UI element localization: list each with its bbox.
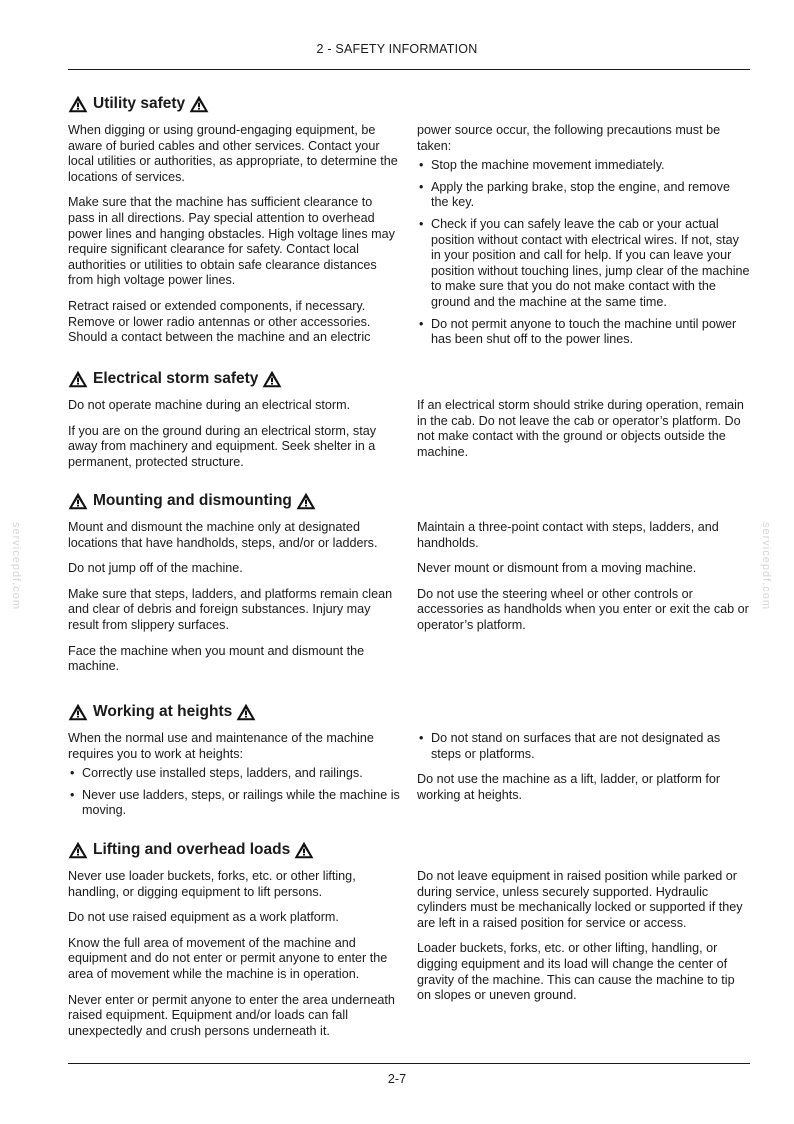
page-header: 2 - SAFETY INFORMATION <box>316 42 478 56</box>
warning-triangle-icon <box>68 370 88 388</box>
warning-triangle-icon <box>189 95 209 113</box>
section-utility-safety <box>68 93 750 354</box>
section-title <box>68 490 750 512</box>
left-column <box>68 520 401 685</box>
paragraph: Do not jump off of the machine. <box>68 561 243 576</box>
paragraph: Maintain a three-point contact with steps, ladders, and handholds. <box>417 520 719 550</box>
section-title-text: Electrical storm safety <box>93 370 259 387</box>
bullet-list <box>417 158 750 348</box>
warning-triangle-icon <box>68 492 88 510</box>
page-number: 2-7 <box>387 1072 407 1086</box>
section-title-text: Utility safety <box>93 95 186 112</box>
section-title <box>68 701 750 723</box>
section-title <box>68 839 750 861</box>
section-mounting-dismounting <box>68 490 750 685</box>
paragraph: Face the machine when you mount and dismount the machine. <box>68 643 365 674</box>
right-column <box>417 731 750 825</box>
paragraph: Never use loader buckets, forks, etc. or other lifting, handling, or digging equipment to lift persons. <box>68 869 356 899</box>
section-title <box>68 368 750 390</box>
warning-triangle-icon <box>294 841 314 859</box>
left-column <box>68 869 401 1039</box>
list-item: • Check if you can safely leave the cab or your actual position without contact with electrical wires. If not, stay in your position and call for help. If you can leave your position without touching lines, jump clear of the machine to make sure that you do not make contact with the ground and the machine at the same time. <box>417 217 750 311</box>
footer-rule <box>68 1063 750 1064</box>
left-column <box>68 731 401 825</box>
paragraph: Never enter or permit anyone to enter the area underneath raised equipment. Equipment and/or loads can fall unexpectedly and crush persons underneath it. <box>68 992 395 1038</box>
watermark-left: servicepdf.com <box>10 522 22 610</box>
list-item: • Correctly use installed steps, ladders, and railings. <box>68 766 401 782</box>
right-column <box>417 869 750 1039</box>
paragraph: Make sure that the machine has sufficient clearance to pass in all directions. Pay special attention to overhead power lines and hanging obstacles. High voltage lines may require significant clearance for safety. Contact local authorities or utilities to obtain safe clearance distances from high voltage power lines. <box>68 195 395 288</box>
section-electrical-storm-safety <box>68 368 750 480</box>
warning-triangle-icon <box>236 703 256 721</box>
right-column <box>417 123 750 354</box>
paragraph: Do not use the machine as a lift, ladder, or platform for working at heights. <box>417 772 721 802</box>
bullet-list <box>417 731 750 762</box>
warning-triangle-icon <box>68 841 88 859</box>
paragraph: Mount and dismount the machine only at designated locations that have handholds, steps, and/or or ladders. <box>68 520 378 550</box>
paragraph: Do not operate machine during an electrical storm. <box>68 398 351 412</box>
section-title-text: Lifting and overhead loads <box>93 841 291 858</box>
header-rule <box>68 69 750 70</box>
paragraph: Do not use raised equipment as a work platform. <box>68 910 339 925</box>
warning-triangle-icon <box>296 492 316 510</box>
paragraph: Do not use the steering wheel or other controls or accessories as handholds when you enter or exit the cab or operator’s platform. <box>417 586 749 632</box>
section-title <box>68 93 750 115</box>
paragraph: Retract raised or extended components, if necessary. Remove or lower radio antennas or other accessories. Should a contact between the machine and an electric <box>68 298 371 345</box>
list-item: • Do not permit anyone to touch the machine until power has been shut off to the power lines. <box>417 317 750 348</box>
list-item: • Never use ladders, steps, or railings while the machine is moving. <box>68 788 401 819</box>
paragraph: Never mount or dismount from a moving machine. <box>417 561 697 576</box>
list-item: • Stop the machine movement immediately. <box>417 158 750 174</box>
warning-triangle-icon <box>262 370 282 388</box>
section-working-at-heights <box>68 701 750 825</box>
list-item: • Apply the parking brake, stop the engine, and remove the key. <box>417 180 750 211</box>
paragraph: Make sure that steps, ladders, and platforms remain clean and clear of debris and foreign substances. Injury may result from slippery surfaces. <box>68 586 393 632</box>
bullet-list <box>68 766 401 819</box>
left-column <box>68 398 401 480</box>
right-column <box>417 520 750 685</box>
paragraph: When digging or using ground-engaging equipment, be aware of buried cables and other services. Contact your local utilities or authorities, as appropriate, to determine the locations of services. <box>68 123 398 184</box>
watermark-right: servicepdf.com <box>760 522 772 610</box>
paragraph: Know the full area of movement of the machine and equipment and do not enter or permit anyone to enter the area of movement while the machine is in operation. <box>68 935 388 981</box>
right-column <box>417 398 750 480</box>
section-title-text: Working at heights <box>93 703 233 720</box>
paragraph: power source occur, the following precautions must be taken: <box>417 123 721 153</box>
section-lifting-overhead-loads <box>68 839 750 1039</box>
section-title-text: Mounting and dismounting <box>93 492 292 509</box>
paragraph: When the normal use and maintenance of the machine requires you to work at heights: <box>68 731 374 761</box>
warning-triangle-icon <box>68 95 88 113</box>
paragraph: Loader buckets, forks, etc. or other lifting, handling, or digging equipment and its load will change the center of gravity of the machine. This can cause the machine to tip on slopes or uneven ground. <box>417 941 735 1003</box>
warning-triangle-icon <box>68 703 88 721</box>
paragraph: If you are on the ground during an electrical storm, stay away from machinery and equipment. Seek shelter in a permanent, protected structure. <box>68 423 377 469</box>
paragraph: Do not leave equipment in raised position while parked or during service, unless securely supported. Hydraulic cylinders must be mechanically locked or supported if they are left in a raised position for service or access. <box>417 869 743 930</box>
paragraph: If an electrical storm should strike during operation, remain in the cab. Do not leave the cab or operator’s platform. Do not make contact with the ground or objects outside the machine. <box>417 398 744 459</box>
left-column <box>68 123 401 354</box>
list-item: • Do not stand on surfaces that are not designated as steps or platforms. <box>417 731 750 762</box>
